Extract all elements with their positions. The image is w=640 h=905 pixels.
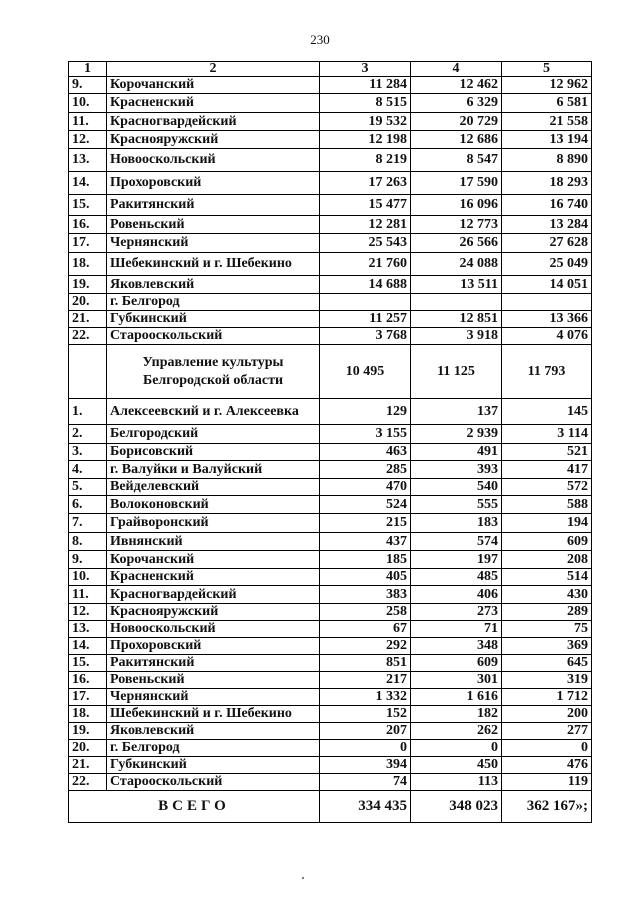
table-row bbox=[69, 131, 592, 149]
value-col-3: 8 515 bbox=[320, 94, 411, 113]
value-col-3: 851 bbox=[320, 655, 411, 672]
row-number: 6. bbox=[69, 496, 107, 514]
table-row bbox=[69, 689, 592, 706]
row-number: 20. bbox=[69, 740, 107, 757]
value-col-3: 405 bbox=[320, 569, 411, 586]
row-number: 12. bbox=[69, 131, 107, 149]
table-row bbox=[69, 655, 592, 672]
page-number: 230 bbox=[310, 32, 330, 47]
value-col-3: 19 532 bbox=[320, 113, 411, 131]
table-row bbox=[69, 253, 592, 276]
value-col-5: 1 712 bbox=[502, 689, 592, 706]
district-name: Яковлевский bbox=[107, 276, 320, 294]
table-row bbox=[69, 328, 592, 345]
table-header bbox=[69, 62, 592, 77]
section-value-5: 11 793 bbox=[502, 345, 592, 399]
table-row bbox=[69, 551, 592, 569]
value-col-4: 26 566 bbox=[411, 234, 502, 253]
table-row bbox=[69, 638, 592, 655]
value-col-5: 6 581 bbox=[502, 94, 592, 113]
value-col-5: 319 bbox=[502, 672, 592, 689]
table-row bbox=[69, 425, 592, 444]
value-col-5: 289 bbox=[502, 604, 592, 621]
total-value-5: 362 167»; bbox=[502, 791, 592, 823]
value-col-4: 13 511 bbox=[411, 276, 502, 294]
value-col-4: 262 bbox=[411, 723, 502, 740]
value-col-3: 67 bbox=[320, 621, 411, 638]
table-row bbox=[69, 706, 592, 723]
value-col-4: 609 bbox=[411, 655, 502, 672]
header-cell-1: 1 bbox=[69, 62, 107, 77]
scan-dot bbox=[302, 877, 304, 879]
value-col-4: 183 bbox=[411, 514, 502, 533]
value-col-4: 8 547 bbox=[411, 149, 502, 172]
row-number: 10. bbox=[69, 94, 107, 113]
value-col-5: 16 740 bbox=[502, 195, 592, 216]
value-col-5: 75 bbox=[502, 621, 592, 638]
value-col-5: 12 962 bbox=[502, 77, 592, 94]
value-col-3: 524 bbox=[320, 496, 411, 514]
table-row bbox=[69, 234, 592, 253]
row-number: 15. bbox=[69, 655, 107, 672]
district-name: г. Валуйки и Валуйский bbox=[107, 461, 320, 479]
value-col-4: 12 462 bbox=[411, 77, 502, 94]
value-col-5: 430 bbox=[502, 586, 592, 604]
row-number: 22. bbox=[69, 328, 107, 345]
value-col-5: 277 bbox=[502, 723, 592, 740]
value-col-5: 13 194 bbox=[502, 131, 592, 149]
district-name: Волоконовский bbox=[107, 496, 320, 514]
district-name: Прохоровский bbox=[107, 638, 320, 655]
value-col-4: 491 bbox=[411, 444, 502, 461]
value-col-4: 12 686 bbox=[411, 131, 502, 149]
value-col-4: 17 590 bbox=[411, 172, 502, 195]
value-col-4: 574 bbox=[411, 533, 502, 551]
value-col-5: 417 bbox=[502, 461, 592, 479]
header-cell-2: 2 bbox=[107, 62, 320, 77]
value-col-3: 152 bbox=[320, 706, 411, 723]
table-row bbox=[69, 172, 592, 195]
value-col-3: 12 281 bbox=[320, 216, 411, 234]
district-name: Яковлевский bbox=[107, 723, 320, 740]
district-name: Старооскольский bbox=[107, 774, 320, 791]
district-name: Чернянский bbox=[107, 689, 320, 706]
district-name: Красненский bbox=[107, 569, 320, 586]
value-col-3: 394 bbox=[320, 757, 411, 774]
value-col-4: 540 bbox=[411, 479, 502, 496]
value-col-3: 470 bbox=[320, 479, 411, 496]
header-cell-5: 5 bbox=[502, 62, 592, 77]
table-row bbox=[69, 479, 592, 496]
table-total bbox=[69, 791, 592, 823]
value-col-5: 609 bbox=[502, 533, 592, 551]
value-col-3: 11 284 bbox=[320, 77, 411, 94]
value-col-3: 463 bbox=[320, 444, 411, 461]
value-col-3: 15 477 bbox=[320, 195, 411, 216]
table-row bbox=[69, 496, 592, 514]
table-row bbox=[69, 113, 592, 131]
district-name: Ивнянский bbox=[107, 533, 320, 551]
table-row bbox=[69, 621, 592, 638]
value-col-5: 13 284 bbox=[502, 216, 592, 234]
value-col-5 bbox=[502, 294, 592, 311]
section-name: Управление культуры Белгородской области bbox=[107, 345, 320, 399]
district-name: Красненский bbox=[107, 94, 320, 113]
row-number: 1. bbox=[69, 399, 107, 425]
district-name: Старооскольский bbox=[107, 328, 320, 345]
row-number: 22. bbox=[69, 774, 107, 791]
row-number: 20. bbox=[69, 294, 107, 311]
value-col-4 bbox=[411, 294, 502, 311]
row-number: 3. bbox=[69, 444, 107, 461]
value-col-5: 572 bbox=[502, 479, 592, 496]
row-number: 9. bbox=[69, 551, 107, 569]
value-col-5: 0 bbox=[502, 740, 592, 757]
row-number: 17. bbox=[69, 689, 107, 706]
section-value-3: 10 495 bbox=[320, 345, 411, 399]
value-col-5: 119 bbox=[502, 774, 592, 791]
value-col-4: 20 729 bbox=[411, 113, 502, 131]
value-col-3: 0 bbox=[320, 740, 411, 757]
value-col-4: 113 bbox=[411, 774, 502, 791]
value-col-3 bbox=[320, 294, 411, 311]
row-number: 19. bbox=[69, 276, 107, 294]
table-row bbox=[69, 216, 592, 234]
row-number: 10. bbox=[69, 569, 107, 586]
district-name: г. Белгород bbox=[107, 740, 320, 757]
table-row bbox=[69, 672, 592, 689]
value-col-5: 27 628 bbox=[502, 234, 592, 253]
value-col-5: 645 bbox=[502, 655, 592, 672]
value-col-4: 12 773 bbox=[411, 216, 502, 234]
district-name: Ракитянский bbox=[107, 655, 320, 672]
table-row bbox=[69, 77, 592, 94]
row-number: 16. bbox=[69, 672, 107, 689]
table-row bbox=[69, 569, 592, 586]
data-table bbox=[68, 61, 592, 823]
value-col-5: 13 366 bbox=[502, 311, 592, 328]
district-name: Вейделевский bbox=[107, 479, 320, 496]
district-name: Ракитянский bbox=[107, 195, 320, 216]
row-number: 9. bbox=[69, 77, 107, 94]
total-value-4: 348 023 bbox=[411, 791, 502, 823]
value-col-3: 11 257 bbox=[320, 311, 411, 328]
value-col-3: 292 bbox=[320, 638, 411, 655]
table-row bbox=[69, 399, 592, 425]
value-col-3: 3 155 bbox=[320, 425, 411, 444]
value-col-4: 6 329 bbox=[411, 94, 502, 113]
district-name: Краснояружский bbox=[107, 131, 320, 149]
value-col-4: 71 bbox=[411, 621, 502, 638]
value-col-3: 12 198 bbox=[320, 131, 411, 149]
value-col-4: 137 bbox=[411, 399, 502, 425]
value-col-4: 301 bbox=[411, 672, 502, 689]
row-number: 18. bbox=[69, 706, 107, 723]
value-col-3: 17 263 bbox=[320, 172, 411, 195]
value-col-5: 369 bbox=[502, 638, 592, 655]
value-col-5: 200 bbox=[502, 706, 592, 723]
table-row bbox=[69, 294, 592, 311]
value-col-4: 406 bbox=[411, 586, 502, 604]
table-row bbox=[69, 195, 592, 216]
value-col-4: 348 bbox=[411, 638, 502, 655]
row-number: 5. bbox=[69, 479, 107, 496]
table-row bbox=[69, 149, 592, 172]
row-number: 13. bbox=[69, 621, 107, 638]
value-col-4: 2 939 bbox=[411, 425, 502, 444]
table-body-culture-districts bbox=[69, 399, 592, 791]
row-number: 7. bbox=[69, 514, 107, 533]
district-name: Красногвардейский bbox=[107, 586, 320, 604]
value-col-5: 4 076 bbox=[502, 328, 592, 345]
row-number: 14. bbox=[69, 638, 107, 655]
row-number: 16. bbox=[69, 216, 107, 234]
value-col-5: 25 049 bbox=[502, 253, 592, 276]
row-number: 4. bbox=[69, 461, 107, 479]
value-col-5: 21 558 bbox=[502, 113, 592, 131]
value-col-3: 285 bbox=[320, 461, 411, 479]
value-col-4: 393 bbox=[411, 461, 502, 479]
district-name: Шебекинский и г. Шебекино bbox=[107, 253, 320, 276]
value-col-3: 8 219 bbox=[320, 149, 411, 172]
value-col-3: 21 760 bbox=[320, 253, 411, 276]
value-col-3: 258 bbox=[320, 604, 411, 621]
value-col-5: 588 bbox=[502, 496, 592, 514]
section-num-cell bbox=[69, 345, 107, 399]
district-name: Новооскольский bbox=[107, 149, 320, 172]
district-name: Грайворонский bbox=[107, 514, 320, 533]
row-number: 18. bbox=[69, 253, 107, 276]
value-col-5: 8 890 bbox=[502, 149, 592, 172]
table-row bbox=[69, 604, 592, 621]
value-col-5: 514 bbox=[502, 569, 592, 586]
district-name: Шебекинский и г. Шебекино bbox=[107, 706, 320, 723]
row-number: 2. bbox=[69, 425, 107, 444]
total-label: ВСЕГО bbox=[69, 791, 320, 823]
row-number: 21. bbox=[69, 311, 107, 328]
value-col-5: 476 bbox=[502, 757, 592, 774]
value-col-3: 437 bbox=[320, 533, 411, 551]
row-number: 11. bbox=[69, 113, 107, 131]
value-col-4: 0 bbox=[411, 740, 502, 757]
value-col-3: 129 bbox=[320, 399, 411, 425]
value-col-3: 1 332 bbox=[320, 689, 411, 706]
row-number: 15. bbox=[69, 195, 107, 216]
value-col-5: 208 bbox=[502, 551, 592, 569]
value-col-4: 1 616 bbox=[411, 689, 502, 706]
row-number: 13. bbox=[69, 149, 107, 172]
table-row bbox=[69, 311, 592, 328]
table-row bbox=[69, 757, 592, 774]
district-name: Борисовский bbox=[107, 444, 320, 461]
value-col-3: 25 543 bbox=[320, 234, 411, 253]
header-cell-3: 3 bbox=[320, 62, 411, 77]
row-number: 11. bbox=[69, 586, 107, 604]
district-name: Красногвардейский bbox=[107, 113, 320, 131]
total-value-3: 334 435 bbox=[320, 791, 411, 823]
table-row bbox=[69, 533, 592, 551]
value-col-3: 207 bbox=[320, 723, 411, 740]
district-name: г. Белгород bbox=[107, 294, 320, 311]
total-row bbox=[69, 791, 592, 823]
district-name: Корочанский bbox=[107, 77, 320, 94]
section-row bbox=[69, 345, 592, 399]
value-col-5: 3 114 bbox=[502, 425, 592, 444]
row-number: 8. bbox=[69, 533, 107, 551]
row-number: 21. bbox=[69, 757, 107, 774]
table-row bbox=[69, 514, 592, 533]
table-row bbox=[69, 723, 592, 740]
row-number: 12. bbox=[69, 604, 107, 621]
value-col-5: 521 bbox=[502, 444, 592, 461]
value-col-4: 197 bbox=[411, 551, 502, 569]
district-name: Новооскольский bbox=[107, 621, 320, 638]
district-name: Губкинский bbox=[107, 311, 320, 328]
row-number: 14. bbox=[69, 172, 107, 195]
value-col-5: 14 051 bbox=[502, 276, 592, 294]
table-row bbox=[69, 461, 592, 479]
value-col-3: 74 bbox=[320, 774, 411, 791]
value-col-5: 194 bbox=[502, 514, 592, 533]
table-row bbox=[69, 276, 592, 294]
value-col-4: 3 918 bbox=[411, 328, 502, 345]
header-cell-4: 4 bbox=[411, 62, 502, 77]
value-col-3: 185 bbox=[320, 551, 411, 569]
table-row bbox=[69, 774, 592, 791]
table-body-districts bbox=[69, 77, 592, 345]
table-row bbox=[69, 740, 592, 757]
section-value-4: 11 125 bbox=[411, 345, 502, 399]
table-row bbox=[69, 94, 592, 113]
row-number: 19. bbox=[69, 723, 107, 740]
value-col-4: 485 bbox=[411, 569, 502, 586]
district-name: Корочанский bbox=[107, 551, 320, 569]
table-row bbox=[69, 586, 592, 604]
value-col-3: 217 bbox=[320, 672, 411, 689]
value-col-5: 145 bbox=[502, 399, 592, 425]
value-col-3: 215 bbox=[320, 514, 411, 533]
value-col-4: 450 bbox=[411, 757, 502, 774]
value-col-4: 555 bbox=[411, 496, 502, 514]
value-col-5: 18 293 bbox=[502, 172, 592, 195]
value-col-4: 16 096 bbox=[411, 195, 502, 216]
district-name: Губкинский bbox=[107, 757, 320, 774]
row-number: 17. bbox=[69, 234, 107, 253]
value-col-4: 12 851 bbox=[411, 311, 502, 328]
value-col-4: 24 088 bbox=[411, 253, 502, 276]
district-name: Ровеньский bbox=[107, 216, 320, 234]
table-row bbox=[69, 444, 592, 461]
district-name: Чернянский bbox=[107, 234, 320, 253]
value-col-3: 3 768 bbox=[320, 328, 411, 345]
district-name: Прохоровский bbox=[107, 172, 320, 195]
district-name: Белгородский bbox=[107, 425, 320, 444]
value-col-4: 182 bbox=[411, 706, 502, 723]
value-col-3: 14 688 bbox=[320, 276, 411, 294]
district-name: Ровеньский bbox=[107, 672, 320, 689]
section-culture bbox=[69, 345, 592, 399]
value-col-4: 273 bbox=[411, 604, 502, 621]
district-name: Алексеевский и г. Алексеевка bbox=[107, 399, 320, 425]
district-name: Краснояружский bbox=[107, 604, 320, 621]
value-col-3: 383 bbox=[320, 586, 411, 604]
